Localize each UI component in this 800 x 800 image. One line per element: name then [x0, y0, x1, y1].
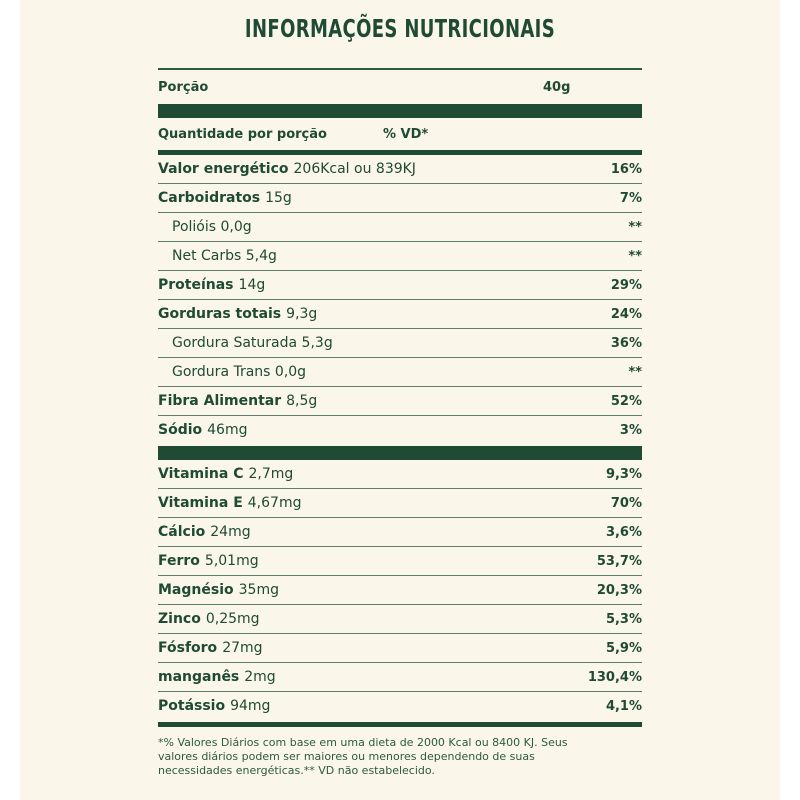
nutrient-amount: 94mg — [230, 698, 271, 714]
nutrient-vd: 53,7% — [596, 553, 642, 569]
nutrient-row — [158, 576, 642, 605]
nutrient-name: Zinco — [158, 611, 201, 627]
nutrient-vd: 5,9% — [605, 640, 642, 656]
nutrient-amount: Gordura Trans 0,0g — [172, 364, 307, 380]
macros-list — [158, 155, 642, 444]
nutrient-vd: 5,3% — [605, 611, 642, 627]
nutrient-amount: 35mg — [238, 582, 279, 598]
footnote: *% Valores Diários com base em uma dieta de 2000 Kcal ou 8400 KJ. Seus valores diários podem ser maiores ou menores dependendo de suas necessidades energéticas.** VD não estabelecido. — [158, 736, 568, 777]
nutrient-vd: 36% — [610, 335, 642, 351]
nutrient-name: Fósforo — [158, 640, 218, 656]
nutrient-name: manganês — [158, 669, 240, 685]
nutrient-amount: 14g — [238, 277, 266, 293]
nutrient-label — [158, 582, 279, 598]
nutrient-amount: Net Carbs 5,4g — [172, 248, 277, 264]
nutrient-label — [158, 393, 317, 409]
nutrient-amount: Polióis 0,0g — [172, 219, 252, 235]
nutrient-name: Proteínas — [158, 277, 234, 293]
nutrient-amount: 4,67mg — [247, 495, 302, 511]
nutrient-row — [158, 387, 642, 416]
nutrient-label — [158, 277, 265, 293]
nutrient-name: Vitamina C — [158, 466, 244, 482]
nutrient-name: Cálcio — [158, 524, 206, 540]
nutrient-row — [158, 692, 642, 720]
nutrient-name: Valor energético — [158, 161, 289, 177]
nutrient-name: Magnésio — [158, 582, 234, 598]
nutrient-row — [158, 213, 642, 242]
nutrient-row — [158, 271, 642, 300]
nutrient-row — [158, 547, 642, 576]
nutrient-vd: 29% — [610, 277, 642, 293]
nutrient-row — [158, 460, 642, 489]
nutrient-row — [158, 155, 642, 184]
nutrient-row — [158, 605, 642, 634]
page-title: INFORMAÇÕES NUTRICIONAIS — [244, 14, 556, 43]
thick-divider — [158, 104, 642, 118]
nutrient-amount: Gordura Saturada 5,3g — [172, 335, 333, 351]
nutrient-label — [158, 190, 292, 206]
nutrient-vd: 52% — [610, 393, 642, 409]
nutrient-label — [158, 161, 416, 177]
nutrient-name: Potássio — [158, 698, 226, 714]
nutrient-row — [158, 242, 642, 271]
nutrient-label — [158, 553, 259, 569]
nutrient-amount: 2,7mg — [248, 466, 294, 482]
nutrient-amount: 27mg — [222, 640, 263, 656]
nutrient-label — [158, 335, 333, 351]
nutrient-label — [158, 422, 247, 438]
nutrient-label — [158, 248, 277, 264]
nutrient-vd: 3,6% — [605, 524, 642, 540]
quantity-label: Quantidade por porção — [158, 126, 327, 142]
nutrient-amount: 24mg — [210, 524, 251, 540]
nutrient-vd: 24% — [610, 306, 642, 322]
nutrient-label — [158, 306, 317, 322]
nutrient-label — [158, 640, 263, 656]
nutrient-row — [158, 358, 642, 387]
nutrient-vd: ** — [628, 248, 642, 264]
nutrient-vd: 70% — [610, 495, 642, 511]
nutrient-label — [158, 466, 293, 482]
nutrient-name: Fibra Alimentar — [158, 393, 282, 409]
nutrient-amount: 15g — [265, 190, 292, 206]
nutrient-vd: 130,4% — [587, 669, 642, 685]
nutrient-row — [158, 329, 642, 358]
nutrition-panel — [20, 0, 780, 800]
nutrient-label — [158, 524, 251, 540]
nutrient-row — [158, 663, 642, 692]
nutrient-amount: 46mg — [207, 422, 248, 438]
nutrient-vd: 4,1% — [605, 698, 642, 714]
nutrient-vd: 16% — [610, 161, 642, 177]
nutrient-vd: ** — [628, 364, 642, 380]
serving-label: Porção — [158, 79, 209, 95]
nutrient-row — [158, 300, 642, 329]
nutrient-label — [158, 495, 301, 511]
nutrient-vd: 3% — [619, 422, 642, 438]
nutrition-table — [158, 68, 642, 778]
serving-row — [158, 70, 642, 104]
vd-header: % VD* — [383, 126, 429, 142]
nutrient-amount: 2mg — [244, 669, 276, 685]
thick-divider-micros — [158, 446, 642, 460]
nutrient-vd: ** — [628, 219, 642, 235]
nutrient-label — [158, 698, 270, 714]
nutrient-row — [158, 489, 642, 518]
nutrient-row — [158, 518, 642, 547]
nutrient-name: Carboidratos — [158, 190, 261, 206]
nutrient-label — [158, 219, 252, 235]
nutrient-name: Ferro — [158, 553, 200, 569]
nutrient-label — [158, 611, 260, 627]
nutrient-amount: 206Kcal ou 839KJ — [293, 161, 416, 177]
micros-list — [158, 460, 642, 720]
nutrient-label — [158, 364, 306, 380]
bottom-divider — [158, 722, 642, 727]
nutrient-vd: 7% — [619, 190, 642, 206]
quantity-header — [158, 118, 642, 150]
nutrient-amount: 9,3g — [286, 306, 318, 322]
nutrient-name: Gorduras totais — [158, 306, 282, 322]
nutrient-amount: 0,25mg — [205, 611, 260, 627]
nutrient-vd: 9,3% — [605, 466, 642, 482]
nutrient-amount: 8,5g — [286, 393, 318, 409]
nutrient-label — [158, 669, 276, 685]
nutrient-row — [158, 184, 642, 213]
nutrient-row — [158, 634, 642, 663]
nutrient-amount: 5,01mg — [204, 553, 259, 569]
nutrient-name: Vitamina E — [158, 495, 243, 511]
nutrient-row — [158, 416, 642, 444]
nutrient-vd: 20,3% — [596, 582, 642, 598]
serving-value: 40g — [543, 79, 571, 95]
nutrient-name: Sódio — [158, 422, 203, 438]
